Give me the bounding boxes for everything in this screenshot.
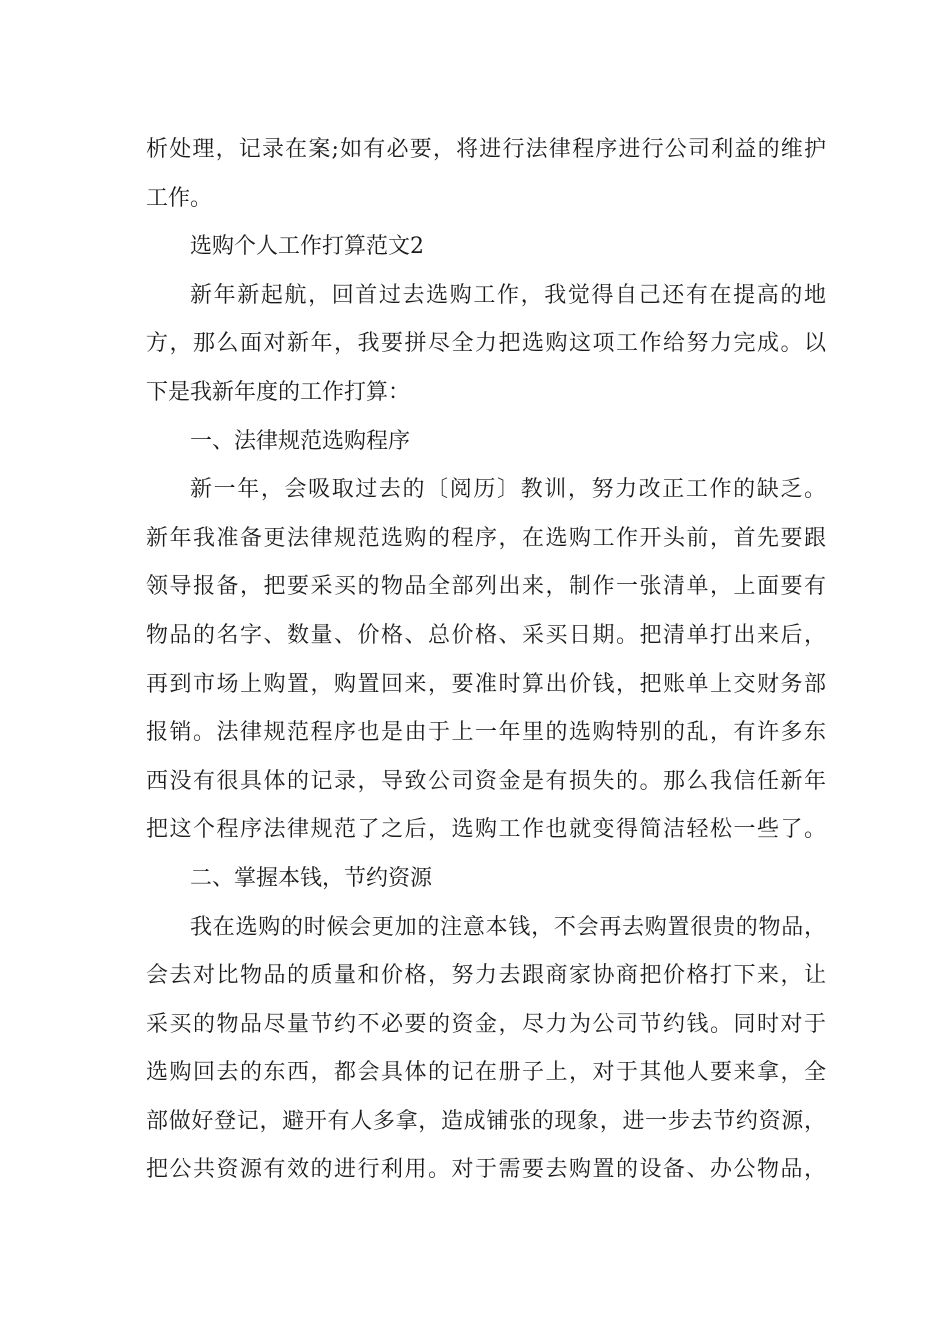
text-line: 领导报备，把要采买的物品全部列出来，制作一张清单，上面要有 [146, 574, 826, 600]
text-line: 选购个人工作打算范文2 [190, 234, 424, 260]
text-line: 再到市场上购置，购置回来，要准时算出价钱，把账单上交财务部 [146, 671, 826, 697]
text-line: 方，那么面对新年，我要拼尽全力把选购这项工作给努力完成。以 [146, 331, 826, 357]
text-line: 一、法律规范选购程序 [190, 428, 411, 454]
text-line: 报销。法律规范程序也是由于上一年里的选购特别的乱，有许多东 [146, 720, 826, 746]
text-line: 把公共资源有效的进行利用。对于需要去购置的设备、办公物品， [146, 1157, 826, 1183]
text-line: 采买的物品尽量节约不必要的资金，尽力为公司节约钱。同时对于 [146, 1011, 826, 1037]
text-line: 新一年，会吸取过去的〔阅历〕教训，努力改正工作的缺乏。 [190, 477, 826, 503]
text-line: 把这个程序法律规范了之后，选购工作也就变得简洁轻松一些了。 [146, 817, 826, 843]
text-line: 物品的名字、数量、价格、总价格、采买日期。把清单打出来后， [146, 622, 826, 648]
text-line: 西没有很具体的记录，导致公司资金是有损失的。那么我信任新年 [146, 768, 826, 794]
text-line: 新年新起航，回首过去选购工作，我觉得自己还有在提高的地 [190, 282, 826, 308]
text-line: 选购回去的东西，都会具体的记在册子上，对于其他人要来拿，全 [146, 1060, 826, 1086]
text-line: 析处理，记录在案;如有必要，将进行法律程序进行公司利益的维护 [146, 137, 826, 162]
document-body [146, 126, 826, 1195]
text-line: 新年我准备更法律规范选购的程序，在选购工作开头前，首先要跟 [146, 525, 826, 551]
text-line: 部做好登记，避开有人多拿，造成铺张的现象，进一步去节约资源， [146, 1108, 826, 1134]
text-line: 二、掌握本钱，节约资源 [190, 865, 433, 891]
text-line: 工作。 [146, 185, 213, 211]
text-line: 下是我新年度的工作打算： [146, 379, 411, 405]
text-line: 我在选购的时候会更加的注意本钱，不会再去购置很贵的物品， [190, 914, 826, 940]
text-line: 会去对比物品的质量和价格，努力去跟商家协商把价格打下来，让 [146, 963, 826, 989]
